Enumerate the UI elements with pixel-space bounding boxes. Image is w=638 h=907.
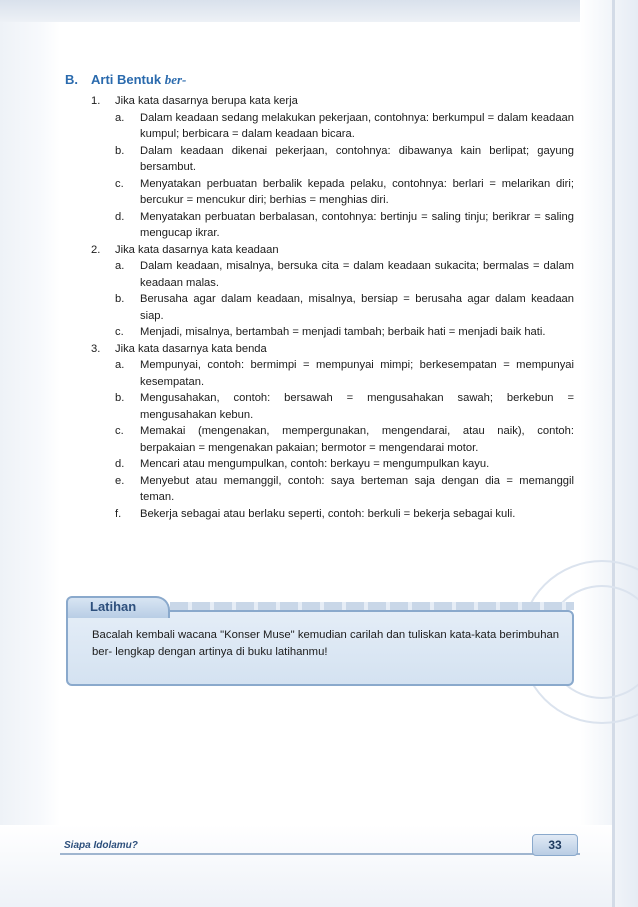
section-affix: ber- (164, 72, 187, 87)
sub-item-text: Menjadi, misalnya, bertambah = menjadi tambah; berbaik hati = menjadi baik hati. (140, 326, 546, 338)
latihan-stripe (170, 602, 574, 610)
top-decorative-bar (0, 0, 638, 22)
sub-item-letter: c. (115, 425, 124, 437)
item-heading: Jika kata dasarnya kata keadaan (115, 243, 279, 256)
numbered-item (88, 242, 574, 259)
footer-line (60, 853, 580, 855)
sub-item-letter: e. (115, 474, 125, 487)
sub-item-letter: a. (115, 111, 125, 124)
item-number: 1. (91, 95, 101, 107)
sub-item (88, 110, 574, 143)
sub-item (88, 506, 574, 523)
latihan-label: Latihan (90, 599, 137, 614)
sub-item (88, 423, 574, 456)
sub-item (88, 324, 574, 341)
sub-item-text: Berusaha agar dalam keadaan, misalnya, bersiap = berusaha agar dalam keadaan siap. (140, 293, 574, 322)
sub-item-text: Mengusahakan, contoh: bersawah = mengusahakan sawah; berkebun = mengusahakan kebun. (140, 392, 574, 421)
sub-item (88, 143, 574, 176)
section-letter: B. (65, 72, 78, 87)
sub-item-text: Dalam keadaan, misalnya, bersuka cita = dalam keadaan sukacita; bermalas = dalam keadaan malas. (140, 260, 574, 289)
sub-item-text: Mencari atau mengumpulkan, contoh: berkayu = mengumpulkan kayu. (140, 458, 490, 470)
sub-item-letter: c. (115, 177, 124, 190)
sub-item (88, 357, 574, 390)
sub-item (88, 209, 574, 242)
item-number: 2. (91, 243, 101, 256)
page-number: 33 (532, 834, 578, 856)
footer-title: Siapa Idolamu? (64, 840, 138, 851)
sub-item-text: Menyatakan perbuatan berbalik kepada pelaku, contohnya: berlari = melarikan diri; bercukur = mencukur diri; berhias = menghias diri. (140, 177, 574, 206)
page-bottom-shade (0, 825, 612, 907)
sub-item-letter: b. (115, 293, 125, 305)
sub-item-letter: c. (115, 326, 124, 338)
sub-item-text: Menyebut atau memanggil, contoh: saya berteman saja dengan dia = memanggil teman. (140, 474, 574, 503)
sub-item-text: Dalam keadaan sedang melakukan pekerjaan, contohnya: berkumpul = dalam keadaan kumpul; berbicara = dalam keadaan bicara. (140, 111, 574, 140)
sub-item-text: Bekerja sebagai atau berlaku seperti, contoh: berkuli = bekerja sebagai kuli. (140, 507, 516, 520)
sub-item-letter: b. (115, 144, 125, 157)
sub-item (88, 176, 574, 209)
sub-item-letter: d. (115, 210, 125, 223)
sub-item-letter: d. (115, 458, 125, 470)
right-decorative-panel (580, 0, 638, 907)
numbered-item (88, 93, 574, 110)
numbered-item (88, 341, 574, 358)
sub-item-text: Memakai (mengenakan, mempergunakan, mengendarai, atau naik), contoh: berpakaian = mengenakan pakaian; bermotor = mengendarai motor. (140, 425, 574, 454)
sub-item-letter: a. (115, 359, 125, 371)
item-number: 3. (91, 342, 101, 355)
item-heading: Jika kata dasarnya berupa kata kerja (115, 95, 298, 107)
latihan-instruction: Bacalah kembali wacana "Konser Muse" kemudian carilah dan tuliskan kata-kata berimbuhan ber- lengkap dengan artinya di buku latihanmu! (92, 629, 560, 658)
content-list (88, 93, 574, 522)
sub-item-letter: a. (115, 260, 125, 272)
sub-item-letter: f. (115, 507, 122, 520)
sub-item-text: Mempunyai, contoh: bermimpi = mempunyai mimpi; berkesempatan = mempunyai kesempatan. (140, 359, 574, 388)
sub-item (88, 258, 574, 291)
sub-item (88, 390, 574, 423)
right-decorative-line (612, 0, 615, 907)
sub-item (88, 456, 574, 473)
sub-item (88, 291, 574, 324)
section-heading (65, 72, 186, 88)
sub-item-text: Dalam keadaan dikenai pekerjaan, contohnya: dibawanya kain berlipat; gayung bersambut. (140, 144, 574, 173)
item-heading: Jika kata dasarnya kata benda (115, 342, 267, 355)
sub-item (88, 473, 574, 506)
section-title-text: Arti Bentuk (91, 72, 162, 87)
sub-item-letter: b. (115, 392, 125, 404)
sub-item-text: Menyatakan perbuatan berbalasan, contohnya: bertinju = saling tinju; berikrar = saling mengucap ikrar. (140, 210, 574, 239)
